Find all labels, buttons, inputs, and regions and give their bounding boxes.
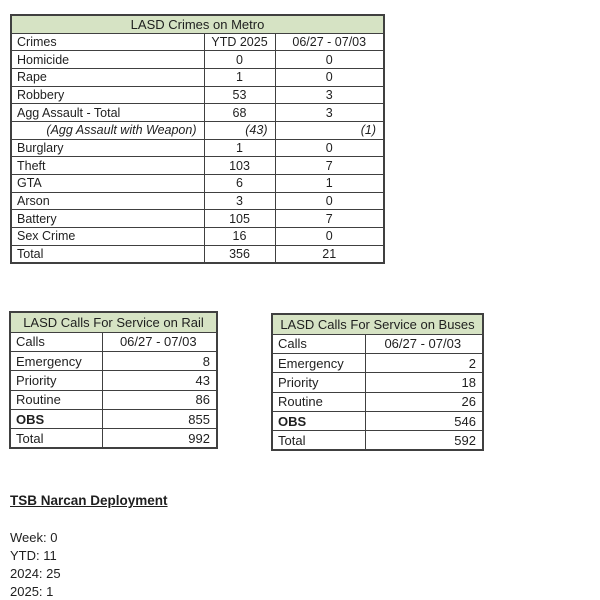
table-cell: 103 <box>204 157 275 175</box>
table-row <box>272 353 483 372</box>
table-row <box>10 390 217 409</box>
table-cell: 16 <box>204 228 275 246</box>
column-header-row <box>11 33 384 51</box>
table-cell: OBS <box>272 412 365 431</box>
table-cell: Emergency <box>272 353 365 372</box>
table-cell: Priority <box>10 371 102 390</box>
table-cell: Routine <box>10 390 102 409</box>
table-row <box>10 429 217 448</box>
table-cell: (1) <box>275 121 384 139</box>
table-cell: 7 <box>275 157 384 175</box>
table-cell: Rape <box>11 68 204 86</box>
table-cell: 0 <box>275 192 384 210</box>
narcan-lines <box>10 529 168 600</box>
narcan-line: YTD: 11 <box>10 548 57 563</box>
table-row <box>10 351 217 370</box>
table-cell: 592 <box>365 431 483 450</box>
table-cell: Theft <box>11 157 204 175</box>
table-row <box>11 210 384 228</box>
table-cell: Burglary <box>11 139 204 157</box>
table-cell: 6 <box>204 175 275 193</box>
table-cell: Routine <box>272 392 365 411</box>
table-cell: 43 <box>102 371 217 390</box>
table-row <box>11 192 384 210</box>
table-cell: 21 <box>275 245 384 263</box>
table-title: LASD Calls For Service on Rail <box>10 312 217 332</box>
narcan-section <box>10 493 168 600</box>
table-cell: 105 <box>204 210 275 228</box>
column-header: YTD 2025 <box>204 33 275 51</box>
lasd-crimes-table <box>10 14 385 264</box>
table-row <box>272 431 483 450</box>
table-cell: Emergency <box>10 351 102 370</box>
table-cell: Total <box>272 431 365 450</box>
table-cell: 855 <box>102 410 217 429</box>
table-cell: (Agg Assault with Weapon) <box>11 121 204 139</box>
column-header-row <box>10 332 217 351</box>
table-cell: Battery <box>11 210 204 228</box>
table-row <box>11 175 384 193</box>
table-row <box>11 68 384 86</box>
table-cell: 68 <box>204 104 275 122</box>
column-header-row <box>272 334 483 353</box>
table-cell: 0 <box>275 51 384 69</box>
table-row <box>11 139 384 157</box>
table-cell: Total <box>10 429 102 448</box>
table-cell: 53 <box>204 86 275 104</box>
table-cell: 1 <box>275 175 384 193</box>
table-cell: Homicide <box>11 51 204 69</box>
narcan-line: 2025: 1 <box>10 584 54 599</box>
table-cell: Robbery <box>11 86 204 104</box>
table-cell: Agg Assault - Total <box>11 104 204 122</box>
buses-calls-table <box>271 313 484 451</box>
table-cell: 86 <box>102 390 217 409</box>
table-row <box>11 121 384 139</box>
table-cell: 18 <box>365 373 483 392</box>
table-cell: 356 <box>204 245 275 263</box>
table-cell: 3 <box>275 86 384 104</box>
table-cell: 0 <box>275 139 384 157</box>
narcan-line: 2024: 25 <box>10 566 61 581</box>
table-row <box>272 412 483 431</box>
table-cell: Total <box>11 245 204 263</box>
table-cell: Priority <box>272 373 365 392</box>
rail-calls-table <box>9 311 218 449</box>
table-title-row <box>10 312 217 332</box>
table-cell: Sex Crime <box>11 228 204 246</box>
table-cell: 26 <box>365 392 483 411</box>
table-cell: GTA <box>11 175 204 193</box>
narcan-heading: TSB Narcan Deployment <box>10 493 168 508</box>
table-row <box>11 157 384 175</box>
narcan-line: Week: 0 <box>10 530 58 545</box>
column-header: 06/27 - 07/03 <box>102 332 217 351</box>
table-row <box>272 392 483 411</box>
column-header: Calls <box>10 332 102 351</box>
column-header: 06/27 - 07/03 <box>275 33 384 51</box>
table-cell: 7 <box>275 210 384 228</box>
table-row <box>272 373 483 392</box>
column-header: Crimes <box>11 33 204 51</box>
table-cell: 3 <box>204 192 275 210</box>
table-cell: 992 <box>102 429 217 448</box>
table-row <box>11 104 384 122</box>
table-cell: 8 <box>102 351 217 370</box>
table-cell: 1 <box>204 139 275 157</box>
table-cell: 0 <box>204 51 275 69</box>
table-row <box>11 86 384 104</box>
table-title: LASD Crimes on Metro <box>11 15 384 33</box>
table-cell: 0 <box>275 68 384 86</box>
table-cell: OBS <box>10 410 102 429</box>
table-cell: Arson <box>11 192 204 210</box>
table-row <box>11 245 384 263</box>
table-title-row <box>272 314 483 334</box>
table-cell: 2 <box>365 353 483 372</box>
column-header: Calls <box>272 334 365 353</box>
table-cell: 3 <box>275 104 384 122</box>
table-cell: 0 <box>275 228 384 246</box>
table-row <box>11 228 384 246</box>
table-row <box>11 51 384 69</box>
column-header: 06/27 - 07/03 <box>365 334 483 353</box>
table-row <box>10 371 217 390</box>
table-title-row <box>11 15 384 33</box>
table-cell: 546 <box>365 412 483 431</box>
table-row <box>10 410 217 429</box>
table-title: LASD Calls For Service on Buses <box>272 314 483 334</box>
table-cell: (43) <box>204 121 275 139</box>
table-cell: 1 <box>204 68 275 86</box>
